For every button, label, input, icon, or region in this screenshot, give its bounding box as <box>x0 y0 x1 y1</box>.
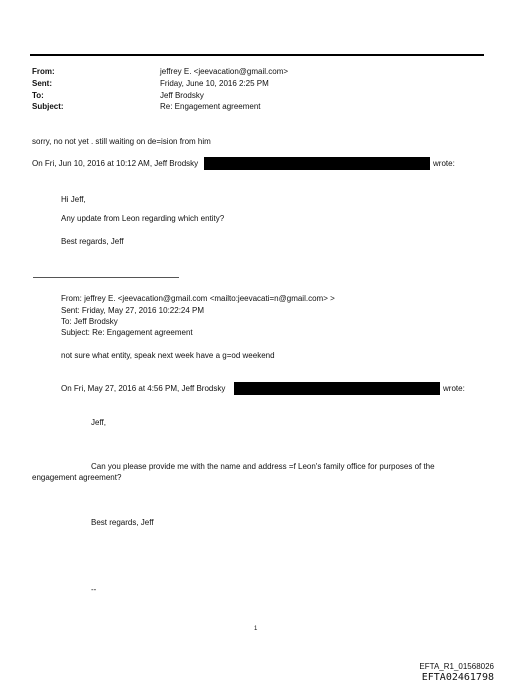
signoff: Best regards, Jeff <box>91 518 154 527</box>
to-value: Jeff Brodsky <box>160 91 204 100</box>
fwd-sent: Sent: Friday, May 27, 2016 10:22:24 PM <box>61 306 205 315</box>
quote1-prefix: On Fri, Jun 10, 2016 at 10:12 AM, Jeff Brodsky <box>32 159 199 168</box>
sent-label: Sent: <box>32 79 52 88</box>
request-line-2: engagement agreement? <box>32 473 122 482</box>
redaction-box <box>204 157 430 170</box>
subject-value: Re: Engagement agreement <box>160 102 261 111</box>
to-label: To: <box>32 91 44 100</box>
signature-dashes: -- <box>91 585 97 594</box>
fwd-subject: Subject: Re: Engagement agreement <box>61 328 193 337</box>
top-rule <box>30 54 484 56</box>
quote1-suffix: wrote: <box>433 159 455 168</box>
salutation: Jeff, <box>91 418 106 427</box>
request-line-1: Can you please provide me with the name and address =f Leon's family office for purposes of the <box>91 462 435 471</box>
bates-stamp-2: EFTA02461798 <box>421 672 494 683</box>
signoff: Best regards, Jeff <box>61 237 124 246</box>
quote2-prefix: On Fri, May 27, 2016 at 4:56 PM, Jeff Brodsky <box>61 384 226 393</box>
redaction-box <box>234 382 440 395</box>
fwd-to: To: Jeff Brodsky <box>61 317 118 326</box>
from-label: From: <box>32 67 55 76</box>
update-question: Any update from Leon regarding which entity? <box>61 214 225 223</box>
bates-stamp-1: EFTA_R1_01568026 <box>419 662 494 671</box>
separator-line <box>33 277 179 278</box>
from-value: jeffrey E. <jeevacation@gmail.com> <box>160 67 289 76</box>
quote2-suffix: wrote: <box>443 384 465 393</box>
sent-value: Friday, June 10, 2016 2:25 PM <box>160 79 269 88</box>
fwd-from: From: jeffrey E. <jeevacation@gmail.com <mailto:jeevacati=n@gmail.com> > <box>61 294 335 303</box>
greeting: Hi Jeff, <box>61 195 86 204</box>
subject-label: Subject: <box>32 102 64 111</box>
not-sure-line: not sure what entity, speak next week have a g=od weekend <box>61 351 275 360</box>
reply-line: sorry, no not yet . still waiting on de=ision from him <box>32 137 211 146</box>
page-number: 1 <box>254 626 258 632</box>
